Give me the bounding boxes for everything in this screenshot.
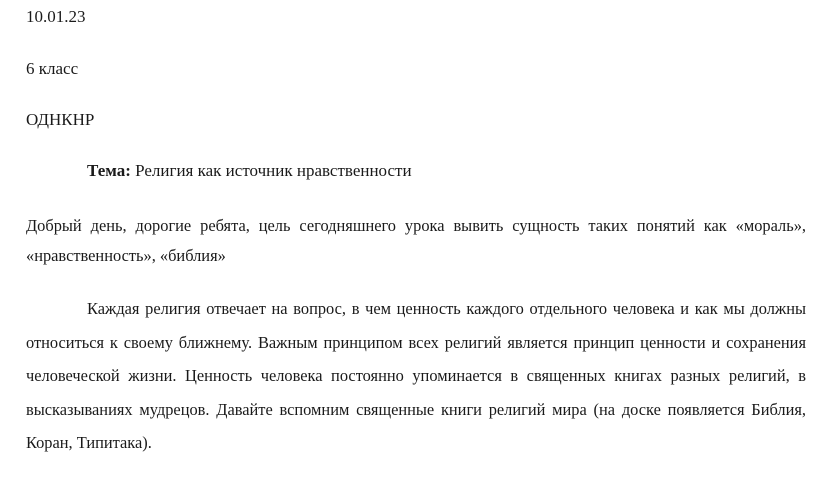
lesson-grade: 6 класс (26, 59, 79, 78)
lesson-topic (87, 161, 412, 181)
topic-text: Религия как источник нравственности (135, 161, 412, 180)
lesson-date: 10.01.23 (26, 7, 86, 26)
main-paragraph: Каждая религия отвечает на вопрос, в чем ценность каждого отдельного человека и как мы должны относиться к своему ближнему. Важным принципом всех религий является принцип ценности и сохранения человеческой жизни. Ценность человека постоянно упоминается в священных книгах разных религий, в высказываниях мудрецов. Давайте вспомним священные книги религий мира (на доске появляется Библия, Коран, Типитака). (26, 299, 806, 453)
intro-paragraph: Добрый день, дорогие ребята, цель сегодняшнего урока вывить сущность таких понятий как «мораль», «нравственность», «библия» (26, 216, 806, 265)
topic-label: Тема: (87, 161, 131, 180)
lesson-subject: ОДНКНР (26, 110, 95, 129)
